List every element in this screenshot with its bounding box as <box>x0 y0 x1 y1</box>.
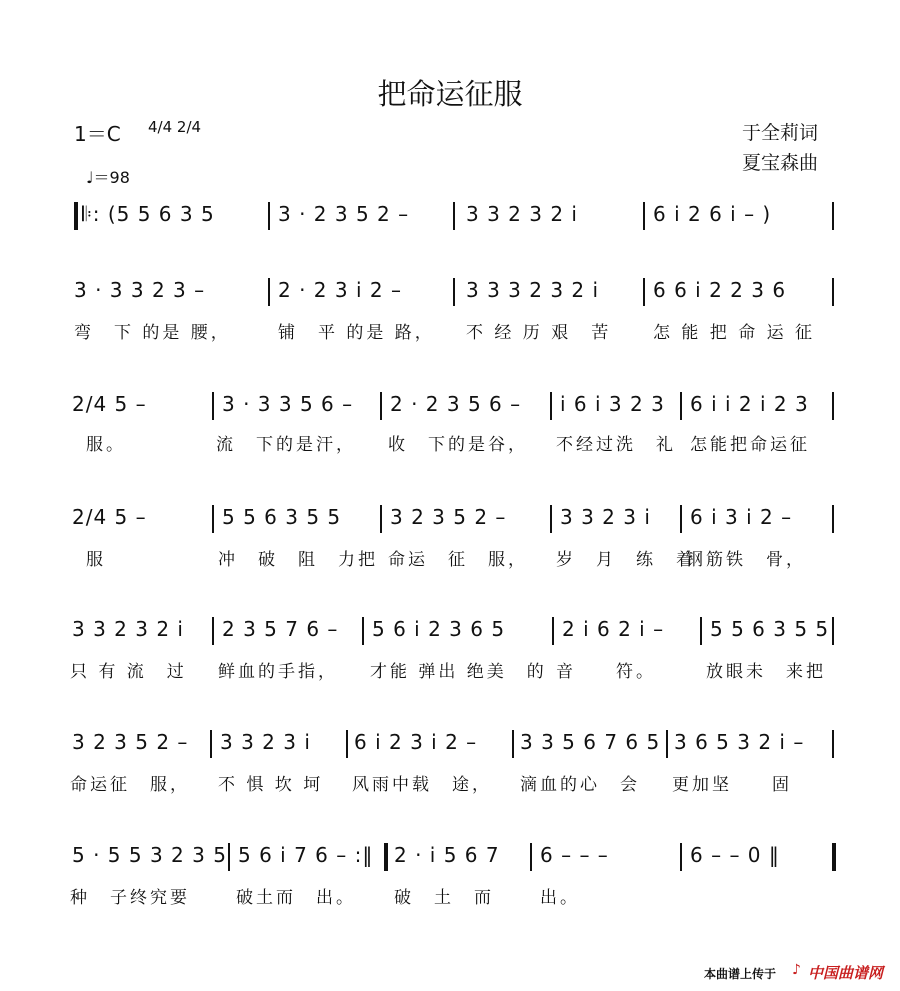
lyric-line: 铺 平 的是 路， <box>278 323 435 343</box>
measure: 3 3 2 3 2 i <box>466 202 578 226</box>
measure: 6 i i 2 i 2 3 <box>690 392 809 416</box>
score-system-4 <box>0 505 900 585</box>
barline <box>362 617 364 645</box>
score-system-5 <box>0 617 900 697</box>
measure: 2 · 2 3 i 2 – <box>278 278 402 302</box>
barline <box>512 730 514 758</box>
lyric-line: 流 下的是汗， <box>216 435 356 455</box>
barline <box>643 202 645 230</box>
lyric-line: 冲 破 阻 力把 <box>218 550 378 570</box>
measure: 3 3 2 3 2 i <box>72 617 184 641</box>
lyric-line: 服 <box>86 550 106 570</box>
lyric-line: 怎能把命运征 <box>690 435 810 455</box>
measure: 3 2 3 5 2 – <box>72 730 189 754</box>
lyric-line: 命运 征 服， <box>388 550 528 570</box>
measure: 2 · i 5 6 7 <box>394 843 500 867</box>
measure: 3 3 2 3 i <box>560 505 651 529</box>
final-barline <box>832 843 836 871</box>
lyric-line: 只 有 流 过 <box>70 662 187 682</box>
lyric-line: 钢筋铁 骨， <box>686 550 806 570</box>
measure: 2/4 5 – <box>72 392 147 416</box>
measure: 5 6 i 2 3 6 5 <box>372 617 506 641</box>
key-signature: 1＝C <box>74 122 121 146</box>
lyric-line: 音 符。 <box>556 662 656 682</box>
site-logo-icon: ♪ <box>792 962 801 978</box>
barline <box>643 278 645 306</box>
barline <box>268 202 270 230</box>
measure: 3 6 5 3 2 i – <box>674 730 805 754</box>
score-system-6 <box>0 730 900 810</box>
barline <box>832 617 834 645</box>
measure: 3 3 2 3 i <box>220 730 311 754</box>
score-system-3 <box>0 392 900 472</box>
lyric-line: 才能 弹出 绝美 的 <box>370 662 547 682</box>
lyric-line: 怎 能 把 命 运 征 <box>653 323 816 343</box>
score-system-7 <box>0 843 900 923</box>
lyricist-credit: 于全莉词 <box>742 122 819 144</box>
measure: i 6 i 3 2 3 <box>560 392 665 416</box>
lyric-line: 更加坚 固 <box>672 775 792 795</box>
lyric-line: 滴血的心 会 <box>520 775 640 795</box>
upload-note: 本曲谱上传于 <box>704 967 777 981</box>
barline <box>212 392 214 420</box>
barline <box>680 505 682 533</box>
barline <box>530 843 532 871</box>
lyric-line: 弯 下 的是 腰， <box>74 323 231 343</box>
measure: 6 i 2 3 i 2 – <box>354 730 478 754</box>
measure: 5 5 6 3 5 5 <box>222 505 342 529</box>
measure: 3 3 5 6 7 6 5 <box>520 730 661 754</box>
measure: 6 – – – <box>540 843 609 867</box>
barline <box>453 202 455 230</box>
barline <box>380 505 382 533</box>
barline <box>228 843 230 871</box>
barline <box>680 392 682 420</box>
end-repeat-barline <box>384 843 388 871</box>
measure: 5 6 i 7 6 – :‖ <box>238 843 374 867</box>
measure: 5 5 6 3 5 5 <box>710 617 830 641</box>
measure: 2 i 6 2 i – <box>562 617 665 641</box>
measure: 2 3 5 7 6 – <box>222 617 339 641</box>
barline <box>453 278 455 306</box>
score-system-1 <box>0 202 900 282</box>
measure: 5 · 5 5 3 2 3 5 <box>72 843 227 867</box>
barline <box>550 392 552 420</box>
lyric-line: 鲜血的手指， <box>218 662 338 682</box>
measure: 3 · 2 3 5 2 – <box>278 202 410 226</box>
measure: 6 6 i 2 2 3 6 <box>653 278 787 302</box>
barline <box>346 730 348 758</box>
measure: 6 i 2 6 i – ) <box>653 202 772 226</box>
measure: 3 · 3 3 2 3 – <box>74 278 206 302</box>
barline <box>268 278 270 306</box>
lyric-line: 放眼未 来把 <box>706 662 826 682</box>
barline <box>832 202 834 230</box>
barline <box>552 617 554 645</box>
measure: 2/4 5 – <box>72 505 147 529</box>
measure: 6 – – 0 ‖ <box>690 843 780 867</box>
barline <box>550 505 552 533</box>
lyric-line: 命运征 服， <box>70 775 190 795</box>
lyric-line: 不 惧 坎 坷 <box>218 775 324 795</box>
lyric-line: 破 土 而 <box>394 888 494 908</box>
tempo-marking: ♩＝98 <box>86 168 130 187</box>
lyric-line: 不经过洗 礼 <box>556 435 676 455</box>
score-title: 把命运征服 <box>377 77 523 111</box>
barline <box>212 505 214 533</box>
lyric-line: 收 下的是谷， <box>388 435 528 455</box>
measure: 6 i 3 i 2 – <box>690 505 793 529</box>
measure: 𝄆: (5 5 6 3 5 <box>82 202 215 226</box>
score-system-2 <box>0 278 900 358</box>
measure: 3 · 3 3 5 6 – <box>222 392 354 416</box>
lyric-line: 岁 月 练 着 <box>556 550 696 570</box>
barline <box>832 392 834 420</box>
lyric-line: 出。 <box>540 888 580 908</box>
lyric-line: 风雨中载 途， <box>352 775 492 795</box>
measure: 3 2 3 5 2 – <box>390 505 507 529</box>
barline <box>832 505 834 533</box>
measure: 2 · 2 3 5 6 – <box>390 392 522 416</box>
barline <box>210 730 212 758</box>
measure: 3 3 3 2 3 2 i <box>466 278 600 302</box>
lyric-line: 破土而 出。 <box>236 888 356 908</box>
lyric-line: 服。 <box>86 435 126 455</box>
start-repeat-barline <box>74 202 78 230</box>
lyric-line: 不 经 历 艰 苦 <box>466 323 612 343</box>
barline <box>666 730 668 758</box>
barline <box>212 617 214 645</box>
barline <box>680 843 682 871</box>
composer-credit: 夏宝森曲 <box>742 152 819 174</box>
site-logo-text[interactable]: 中国曲谱网 <box>808 964 884 982</box>
barline <box>700 617 702 645</box>
lyric-line: 种 子终究要 <box>70 888 190 908</box>
barline <box>832 730 834 758</box>
time-signature: 4/4 2/4 <box>148 118 202 136</box>
barline <box>832 278 834 306</box>
barline <box>380 392 382 420</box>
